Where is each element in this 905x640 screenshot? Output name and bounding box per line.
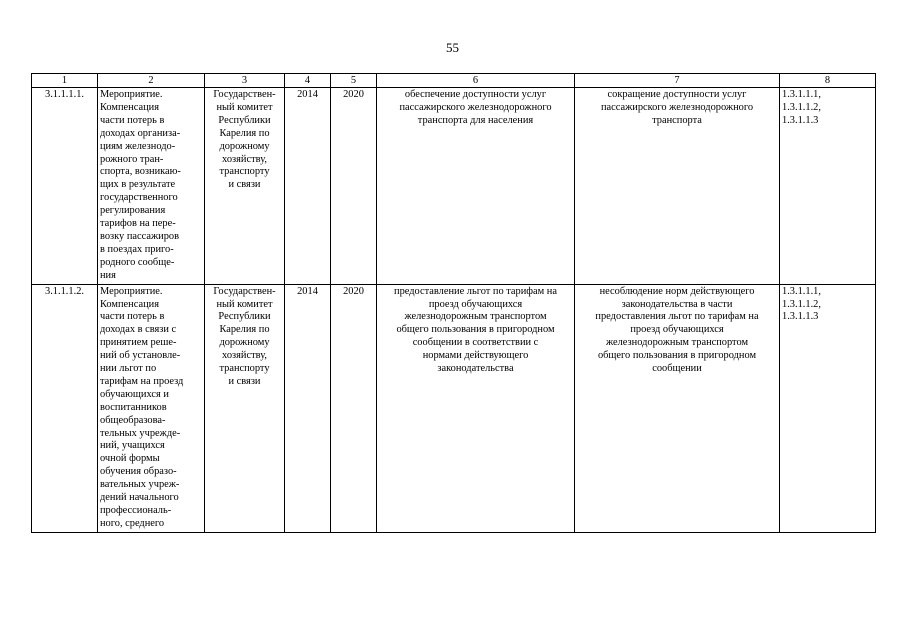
cell-text-line: пассажирского железнодорожного	[399, 101, 552, 113]
cell-text-line: сокращение доступности услуг	[607, 89, 747, 100]
expected-result-cell	[377, 284, 575, 532]
expected-result-cell	[377, 88, 575, 285]
cell-text-line: хозяйству,	[222, 153, 267, 165]
cell-text-line: принятием реше-	[100, 337, 177, 349]
cell-text-line: законодательства в части	[621, 298, 733, 310]
cell-text-line: 1.3.1.1.2,	[782, 298, 821, 310]
cell-text-line: предоставление льгот по тарифам на	[394, 285, 557, 297]
cell-text-line: Мероприятие.	[100, 285, 163, 297]
table-row	[32, 88, 876, 285]
measure-number-cell: 3.1.1.1.1.	[32, 88, 98, 285]
cell-text-line: доходах организа-	[100, 127, 181, 139]
cell-text-line: ного, среднего	[100, 517, 165, 529]
cell-text-line: государственного	[100, 192, 178, 204]
column-header: 3	[205, 74, 285, 88]
column-header: 4	[285, 74, 331, 88]
start-year-cell: 2014	[285, 284, 331, 532]
cell-text-line: Карелия по	[219, 324, 270, 336]
column-header: 8	[780, 74, 876, 88]
cell-text-line: нормами действующего	[422, 350, 529, 362]
cell-text-line: дорожному	[219, 140, 270, 152]
cell-text-line: тельных учрежде-	[100, 427, 181, 439]
cell-text-line: Государствен-	[213, 89, 276, 100]
cell-text-line: регулирования	[100, 205, 166, 217]
cell-text-line: профессиональ-	[100, 505, 172, 516]
cell-text-line: ний об установле-	[100, 350, 181, 362]
cell-text-line: 1.3.1.1.3	[782, 114, 819, 126]
end-year-cell: 2020	[331, 88, 377, 285]
measure-name-cell	[98, 284, 205, 532]
indicator-link-cell	[780, 88, 876, 285]
cell-text-line: транспорта для населения	[417, 114, 534, 126]
cell-text-line: ния	[100, 269, 116, 281]
cell-text-line: ний, учащихся	[100, 440, 165, 452]
cell-text-line: циям железнодо-	[100, 140, 176, 152]
cell-text-line: дорожному	[219, 337, 270, 349]
cell-text-line: вательных учреж-	[100, 479, 180, 491]
cell-text-line: родного сообще-	[100, 256, 175, 268]
table-row	[32, 284, 876, 532]
cell-text-line: щих в результате	[100, 179, 176, 191]
executor-cell	[205, 88, 285, 285]
consequence-cell	[575, 88, 780, 285]
cell-text-line: 1.3.1.1.1,	[782, 285, 821, 297]
cell-text-line: Мероприятие.	[100, 89, 163, 100]
cell-text-line: и связи	[228, 179, 261, 191]
cell-text-line: Карелия по	[219, 127, 270, 139]
column-header: 2	[98, 74, 205, 88]
cell-text-line: проезд обучающихся	[428, 298, 523, 310]
cell-text-line: хозяйству,	[222, 350, 267, 362]
cell-text-line: обучения образо-	[100, 466, 177, 478]
cell-text-line: рожного тран-	[100, 153, 164, 165]
cell-text-line: проезд обучающихся	[630, 324, 724, 336]
cell-text-line: Компенсация	[100, 298, 159, 310]
cell-text-line: общего пользования в пригородном	[396, 324, 555, 336]
cell-text-line: законодательства	[437, 363, 514, 375]
cell-text-line: общеобразова-	[100, 414, 166, 426]
cell-text-line: предоставления льгот по тарифам на	[595, 311, 759, 323]
cell-text-line: транспорта	[652, 114, 702, 126]
column-header: 1	[32, 74, 98, 88]
cell-text-line: дений начального	[100, 492, 179, 504]
cell-text-line: части потерь в	[100, 114, 165, 126]
cell-text-line: 1.3.1.1.1,	[782, 89, 821, 100]
cell-text-line: 1.3.1.1.3	[782, 311, 819, 323]
column-header: 5	[331, 74, 377, 88]
program-measures-table	[31, 73, 876, 533]
cell-text-line: сообщении в соответствии с	[412, 337, 539, 349]
cell-text-line: Республики	[218, 311, 271, 323]
column-header: 7	[575, 74, 780, 88]
cell-text-line: железнодорожным транспортом	[404, 311, 547, 323]
cell-text-line: общего пользования в пригородном	[597, 350, 757, 362]
header-row	[32, 74, 876, 88]
cell-text-line: нии льгот по	[100, 363, 157, 375]
cell-text-line: Компенсация	[100, 101, 159, 113]
cell-text-line: тарифам на проезд	[100, 375, 184, 387]
cell-text-line: ный комитет	[216, 101, 273, 113]
page-number: 55	[446, 40, 459, 55]
cell-text-line: транспорту	[219, 363, 270, 375]
cell-text-line: 1.3.1.1.2,	[782, 101, 821, 113]
cell-text-line: обучающихся и	[100, 388, 169, 400]
measure-number-cell: 3.1.1.1.2.	[32, 284, 98, 532]
cell-text-line: железнодорожным транспортом	[605, 337, 749, 349]
cell-text-line: несоблюдение норм действующего	[599, 285, 755, 297]
cell-text-line: ный комитет	[216, 298, 273, 310]
cell-text-line: Республики	[218, 114, 271, 126]
cell-text-line: очной формы	[100, 453, 160, 465]
cell-text-line: и связи	[228, 375, 261, 387]
cell-text-line: обеспечение доступности услуг	[404, 89, 547, 100]
cell-text-line: возку пассажиров	[100, 230, 180, 242]
cell-text-line: пассажирского железнодорожного	[600, 101, 754, 113]
cell-text-line: спорта, возникаю-	[100, 166, 181, 178]
indicator-link-cell	[780, 284, 876, 532]
measure-name-cell	[98, 88, 205, 285]
cell-text-line: транспорту	[219, 166, 270, 178]
cell-text-line: Государствен-	[213, 285, 276, 297]
cell-text-line: воспитанников	[100, 401, 167, 413]
column-header: 6	[377, 74, 575, 88]
cell-text-line: доходах в связи с	[100, 324, 177, 336]
table-body	[32, 88, 876, 533]
cell-text-line: части потерь в	[100, 311, 165, 323]
executor-cell	[205, 284, 285, 532]
cell-text-line: тарифов на пере-	[100, 218, 176, 230]
consequence-cell	[575, 284, 780, 532]
cell-text-line: в поездах приго-	[100, 243, 174, 255]
end-year-cell: 2020	[331, 284, 377, 532]
start-year-cell: 2014	[285, 88, 331, 285]
cell-text-line: сообщении	[652, 363, 702, 375]
